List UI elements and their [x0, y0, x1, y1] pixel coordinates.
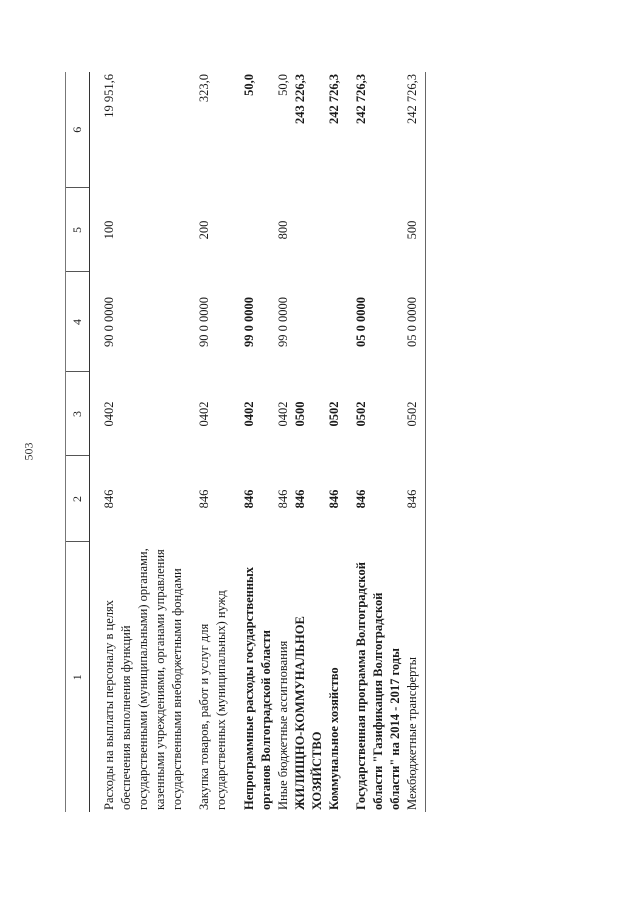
- expense-type: 100: [102, 220, 116, 240]
- admin-code: 846: [242, 489, 257, 509]
- section-code: 0402: [197, 401, 212, 427]
- section-code: 0402: [275, 401, 290, 427]
- table-row: [275, 72, 292, 812]
- table-bottom-border: [421, 72, 426, 812]
- column-header: 6: [66, 72, 90, 188]
- admin-code: 846: [326, 489, 341, 509]
- admin-code: 846: [102, 489, 116, 509]
- amount: 243 226,3: [292, 74, 307, 124]
- target-article: 99 0 0000: [242, 297, 257, 347]
- row-name: Государственная программа Волгоградской области "Газификация Волгоградской области" на 2014 - 2017 годы: [354, 562, 403, 810]
- row-name: Закупка товаров, работ и услуг для государственных (муниципальных) нужд: [197, 590, 229, 810]
- admin-code: 846: [292, 489, 307, 509]
- column-header: 2: [66, 456, 90, 542]
- row-name: Иные бюджетные ассигнования: [275, 640, 290, 810]
- table-row: [292, 72, 326, 812]
- amount: 242 726,3: [405, 74, 419, 124]
- row-name: Коммунальное хозяйство: [326, 667, 341, 810]
- target-article: 90 0 0000: [102, 297, 116, 347]
- amount: 19 951,6: [102, 74, 116, 118]
- section-code: 0402: [242, 401, 257, 427]
- column-header: 4: [66, 272, 90, 372]
- expense-type: [292, 188, 326, 272]
- row-name: Межбюджетные трансферты: [405, 656, 419, 810]
- amount: 242 726,3: [326, 74, 341, 124]
- target-article: [326, 272, 343, 372]
- budget-table: [65, 72, 426, 812]
- admin-code: 846: [275, 489, 290, 509]
- row-spacer: [342, 72, 353, 812]
- table-row: [404, 72, 421, 812]
- expense-type: [241, 188, 275, 272]
- admin-code: 846: [197, 489, 212, 509]
- section-code: 0502: [405, 401, 419, 427]
- rotated-page: [65, 72, 547, 812]
- table-row: [326, 72, 343, 812]
- expense-type: [353, 188, 404, 272]
- table-row: [101, 72, 185, 812]
- row-name: Непрограммные расходы государственных органов Волгоградской области: [242, 566, 273, 810]
- target-article: [292, 272, 326, 372]
- amount: 323,0: [197, 74, 212, 103]
- target-article: 05 0 0000: [354, 297, 369, 347]
- table-header: [66, 72, 102, 812]
- amount: 50,0: [275, 74, 290, 96]
- admin-code: 846: [405, 489, 419, 509]
- expense-type: 800: [275, 220, 290, 240]
- target-article: 90 0 0000: [197, 297, 212, 347]
- expense-type: 200: [197, 220, 212, 240]
- amount: 50,0: [242, 74, 257, 96]
- table-row: [353, 72, 404, 812]
- table-row: [241, 72, 275, 812]
- expense-type: [326, 188, 343, 272]
- row-name: ЖИЛИЩНО-КОММУНАЛЬНОЕ ХОЗЯЙСТВО: [292, 616, 324, 810]
- table-body: [101, 72, 425, 812]
- section-code: 0502: [326, 401, 341, 427]
- admin-code: 846: [354, 489, 369, 509]
- table-row: [196, 72, 230, 812]
- column-header: 3: [66, 372, 90, 456]
- page-number: 503: [21, 442, 36, 461]
- section-code: 0502: [354, 401, 369, 427]
- column-header: 5: [66, 188, 90, 272]
- row-spacer: [230, 72, 241, 812]
- expense-type: 500: [405, 220, 419, 240]
- amount: 242 726,3: [354, 74, 369, 124]
- target-article: 99 0 0000: [275, 297, 290, 347]
- target-article: 05 0 0000: [405, 297, 419, 347]
- section-code: 0402: [102, 401, 116, 427]
- section-code: 0500: [292, 401, 307, 427]
- column-header: 1: [66, 542, 90, 812]
- row-name: Расходы на выплаты персоналу в целях обеспечения выполнения функций государственными (муниципальными) органами, казенными учреждениями, органами управления государственными внебюджетными фондами: [102, 548, 184, 810]
- row-spacer: [185, 72, 196, 812]
